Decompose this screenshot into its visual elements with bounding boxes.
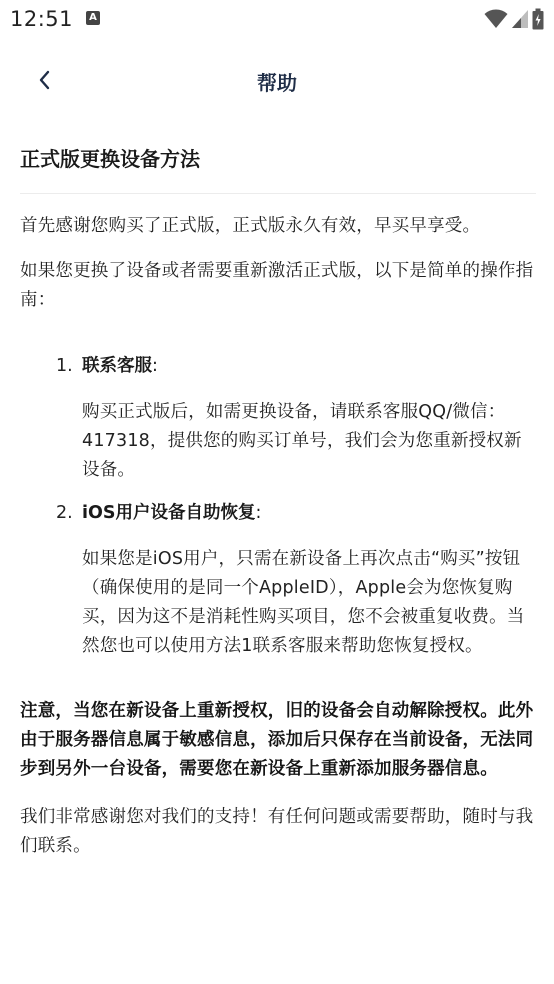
step-title-colon: : — [255, 503, 262, 523]
signal-icon — [511, 9, 529, 29]
step-title-text: iOS用户设备自助恢复 — [82, 503, 256, 523]
list-item — [20, 352, 536, 485]
notification-icon: A — [86, 11, 100, 25]
thanks-paragraph: 我们非常感谢您对我们的支持！有任何问题或需要帮助，随时与我们联系。 — [20, 807, 534, 856]
status-icons — [484, 8, 544, 30]
step-body: 购买正式版后，如需更换设备，请联系客服QQ/微信：417318，提供您的购买订单号，我们会为您重新授权新设备。 — [82, 402, 522, 480]
guide-intro-paragraph: 如果您更换了设备或者需要重新激活正式版，以下是简单的操作指南： — [20, 261, 534, 310]
list-item — [20, 499, 536, 661]
step-number: 1. — [56, 356, 73, 376]
steps-list — [20, 352, 536, 661]
note-paragraph: 注意，当您在新设备上重新授权，旧的设备会自动解除授权。此外由于服务器信息属于敏感信息，添加后只保存在当前设备，无法同步到另外一台设备，需要您在新设备上重新添加服务器信息。 — [20, 701, 534, 779]
nav-bar — [0, 50, 554, 110]
help-content — [20, 144, 536, 861]
step-title — [82, 352, 536, 381]
step-title-colon: : — [152, 356, 158, 376]
step-number: 2. — [56, 503, 73, 523]
wifi-icon — [484, 9, 508, 29]
intro-paragraph: 首先感谢您购买了正式版，正式版永久有效，早买早享受。 — [20, 216, 481, 236]
step-title-text: 联系客服 — [82, 356, 152, 376]
step-title — [82, 499, 536, 528]
battery-icon — [532, 8, 544, 30]
status-time: 12:51 — [10, 7, 74, 31]
status-bar — [0, 0, 554, 38]
step-body: 如果您是iOS用户，只需在新设备上再次点击“购买”按钮（确保使用的是同一个AppleID），Apple会为您恢复购买，因为这不是消耗性购买项目，您不会被重复收费。当然您也可以使用方法1联系客服来帮助您恢复授权。 — [82, 549, 525, 656]
page-title: 帮助 — [257, 71, 297, 95]
section-heading: 正式版更换设备方法 — [20, 144, 536, 194]
